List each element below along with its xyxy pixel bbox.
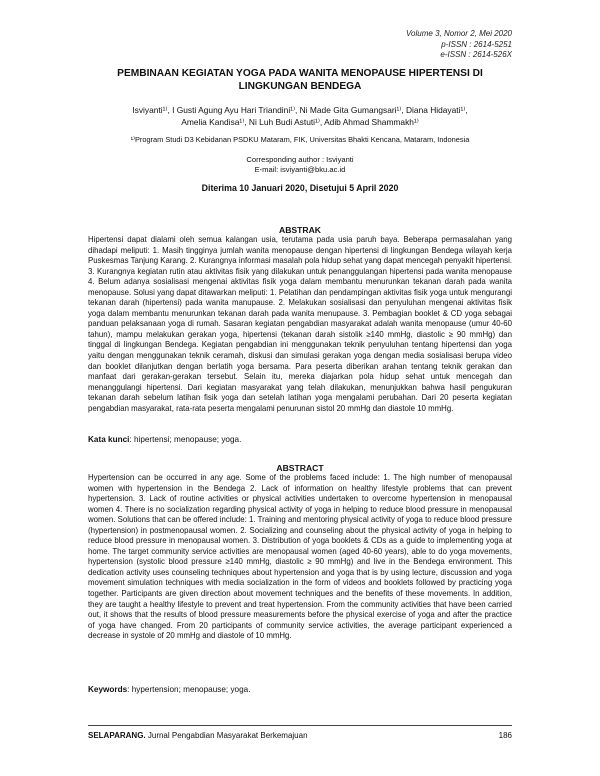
submission-dates: Diterima 10 Januari 2020, Disetujui 5 April 2020 <box>201 183 399 193</box>
keywords <box>88 685 512 695</box>
volume-line: Volume 3, Nomor 2, Mei 2020 <box>406 29 512 38</box>
abstract-heading: ABSTRACT <box>276 463 324 473</box>
journal-name-bold: SELAPARANG. <box>88 731 146 740</box>
kata-kunci <box>88 435 512 445</box>
pissn-line: p-ISSN : 2614-5251 <box>441 39 512 49</box>
kata-kunci-text: : hipertensi; menopause; yoga. <box>129 435 242 444</box>
footer-divider <box>88 725 512 726</box>
journal-header-info <box>406 29 512 61</box>
correspondence <box>88 155 512 174</box>
keywords-text: : hypertension; menopause; yoga. <box>127 685 251 694</box>
keywords-label: Keywords <box>88 685 128 694</box>
page-number: 186 <box>498 731 512 740</box>
journal-name <box>88 731 308 741</box>
abstract-body: Hypertension can be occurred in any age. Some of the problems faced include: 1. The high number of menopausal women with hypertension in the Bendega 2. Lack of information on healthy lifestyle problems that can prevent hypertension. 3. Lack of routine activities or physical activities undertaken to overcome hypertension in menopausal women 4. There is no socialization regarding physical activity of yoga in helping to reduce blood pressure in menopausal women. Solutions that can be offered include: 1. Training and mentoring physical activity of yoga to reduce blood pressure (hypertension) in postmenopausal women. 2. Socializing and counseling about the physical activity of yoga in helping to reduce blood pressure in menopausal women. 3. Distribution of yoga booklets & CDs as a guide to implementing yoga at home. The target community service activities are menopausal women (aged 40-60 years), able to do yoga movements, hypertension (systolic blood pressure ≥140 mmHg, diastolic ≥ 90 mmHg) and live in the Bendega environment. This dedication activity uses counseling techniques about hypertension and yoga that is by using lecture, discussion and yoga movement simulation techniques with media socialization in the form of videos and booklets followed by practicing yoga together. Participants are given direction about movement techniques and the benefits of these movements. In addition, they are taught a healthy lifestyle to prevent and treat hypertension. From the community activities that have been carried out, it shows that the results of blood pressure measurements before the physical exercise of yoga and after the practice of yoga have changed. From 20 participants of community service activities, the average participant experienced a decrease in systole of 20 mmHg and diastole of 10 mmHg. <box>88 473 512 641</box>
abstrak-heading: ABSTRAK <box>278 225 321 235</box>
authors-line-1: Isviyanti¹⁾, I Gusti Agung Ayu Hari Triandini¹⁾, Ni Made Gita Gumangsari¹⁾, Diana Hidayati¹⁾, <box>132 105 468 115</box>
article-title: PEMBINAAN KEGIATAN YOGA PADA WANITA MENOPAUSE HIPERTENSI DI LINGKUNGAN BENDEGA <box>117 68 483 92</box>
author-list <box>88 104 512 128</box>
eissn-line: e-ISSN : 2614-526X <box>440 50 512 59</box>
author-email: E-mail: isviyanti@bku.ac.id <box>254 164 346 174</box>
abstrak-body: Hipertensi dapat dialami oleh semua kalangan usia, terutama pada usia paruh baya. Beberapa permasalahan yang dihadapi meliputi: 1. Masih tingginya jumlah wanita menopause dengan hipertensi di lingkungan Bendega wilayah kerja Puskesmas Tanjung Karang. 2. Kurangnya informasi masalah pola hidup sehat yang dapat mencegah penyakit hipertensi. 3. Kurangnya kegiatan rutin atau aktivitas fisik yang dilakukan untuk penanggulangan hipertensi pada wanita menopause 4. Belum adanya sosialisasi mengenai aktivitas fisik yoga dalam membantu menurunkan tekanan darah pada wanita menopause. Solusi yang dapat ditawarkan meliputi: 1. Pelatihan dan pendampingan aktivitas fisik yoga untuk mengurangi tekanan darah (hipertensi) pada wanita manupause. 2. Melakukan sosialisasi dan penyuluhan mengenai aktivitas fisik yoga dalam membantu menurunkan tekanan darah pada wanita menupause. 3. Pembagian booklet & CD yoga sebagai panduan pelaksanaan yoga di rumah. Sasaran kegiatan pengabdian masyarakat adalah wanita menopause (umur 40-60 tahun), mampu melakukan gerakan yoga, hipertensi (tekanan darah sistolik ≥140 mmHg, diastolic ≥ 90 mmHg) dan tinggal di lingkungan Bendega. Kegiatan pengabdian ini menggunakan teknik penyuluhan tentang hipertensi dan yoga yaitu dengan menggunakan teknik ceramah, diskusi dan simulasi gerakan yoga dengan media sosialisasi berupa video dan booklet dilanjutkan dengan berlatih yoga bersama. Para peserta diberikan arahan tentang teknik gerakan dan manfaat dari gerakan-gerakan tersebut. Selain itu, mereka diajarkan pola hidup sehat untuk mencegah dan menanggulangi hipertensi. Dari kegiatan masyarakat yang telah dilakukan, menunjukkan bahwa hasil pengukuran tekanan darah sebelum latihan fisik yoga dan setelah latihan yoga mengalami perubahan. Dari 20 peserta kegiatan pengabdian masyarakat, rata-rata peserta mengalami penurunan sistol 20 mmHg dan diastole 10 mmHg. <box>88 235 512 413</box>
kata-kunci-label: Kata kunci <box>88 435 130 444</box>
authors-line-2: Amelia Kandisa¹⁾, Ni Luh Budi Astuti¹⁾, Adib Ahmad Shammakh¹⁾ <box>181 117 419 127</box>
affiliation: ¹⁾Program Studi D3 Kebidanan PSDKU Mataram, FIK, Universitas Bhakti Kencana, Mataram, Indonesia <box>130 135 470 144</box>
journal-name-rest: Jurnal Pengabdian Masyarakat Berkemajuan <box>145 731 308 740</box>
corresponding-author: Corresponding author : Isviyanti <box>246 155 354 164</box>
